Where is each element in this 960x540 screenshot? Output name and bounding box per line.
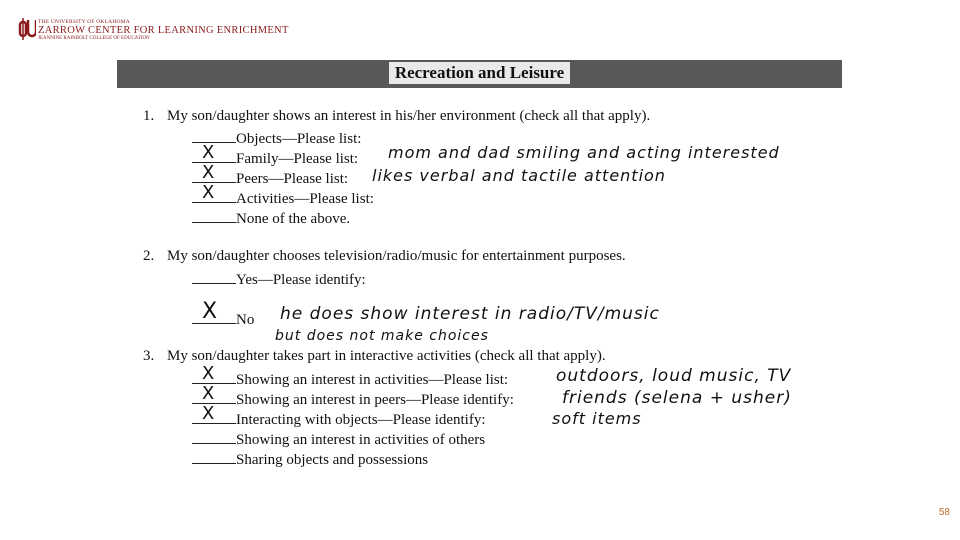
check-mark: X — [202, 142, 215, 163]
option-label: None of the above. — [236, 211, 351, 227]
logo-line-3: JEANNINE RAINBOLT COLLEGE OF EDUCATION — [38, 36, 150, 41]
q3-option-others — [192, 429, 485, 449]
check-mark: X — [202, 162, 215, 183]
question-number: 3. — [143, 348, 155, 364]
check-mark: X — [202, 182, 215, 203]
q3-objects-answer: soft items — [552, 409, 642, 428]
option-label: No — [236, 312, 255, 328]
option-label: Interacting with objects—Please identify: — [236, 412, 486, 428]
checkbox-line — [192, 128, 236, 143]
q1-option-activities — [192, 182, 374, 208]
check-mark: X — [202, 363, 215, 384]
q3-option-activities — [192, 363, 509, 389]
ou-logo-icon — [18, 16, 36, 42]
page-number: 58 — [938, 507, 950, 518]
q2-answer-line-2: but does not make choices — [275, 328, 489, 344]
question-text: My son/daughter chooses television/radio/music for entertainment purposes. — [167, 248, 626, 264]
option-label: Activities—Please list: — [236, 191, 374, 207]
q1-option-peers — [192, 162, 349, 188]
section-title: Recreation and Leisure — [389, 62, 570, 84]
question-text: My son/daughter takes part in interactive activities (check all that apply). — [167, 348, 606, 364]
option-label: Peers—Please list: — [236, 171, 349, 187]
q3-peers-answer: friends (selena + usher) — [562, 388, 792, 408]
check-mark: X — [202, 383, 215, 404]
checkbox-line — [192, 182, 236, 203]
ou-zarrow-logo — [18, 16, 289, 44]
q1-option-objects — [192, 128, 361, 148]
q2-answer-line-1: he does show interest in radio/TV/music — [280, 304, 660, 324]
question-1 — [143, 108, 650, 125]
q3-option-objects — [192, 403, 486, 429]
option-label: Showing an interest in peers—Please identify: — [236, 392, 514, 408]
checkbox-line — [192, 449, 236, 464]
question-number: 1. — [143, 108, 155, 124]
checkbox-line — [192, 162, 236, 183]
logo-line-2: ZARROW CENTER FOR LEARNING ENRICHMENT — [38, 25, 289, 36]
option-label: Objects—Please list: — [236, 131, 362, 147]
question-number: 2. — [143, 248, 155, 264]
check-mark: X — [202, 403, 215, 424]
checkbox-line — [192, 429, 236, 444]
q3-option-sharing — [192, 449, 428, 469]
option-label: Showing an interest in activities of others — [236, 432, 486, 448]
checkbox-line — [192, 299, 236, 324]
q1-option-family — [192, 142, 359, 168]
checkbox-line — [192, 142, 236, 163]
q3-option-peers — [192, 383, 514, 409]
option-label: Sharing objects and possessions — [236, 452, 429, 468]
logo-line-1: THE UNIVERSITY OF OKLAHOMA — [38, 19, 130, 25]
q1-option-none — [192, 208, 350, 228]
q1-peers-answer: likes verbal and tactile attention — [372, 166, 666, 185]
q1-family-answer: mom and dad smiling and acting interested — [388, 143, 780, 162]
checkbox-line — [192, 383, 236, 404]
option-label: Family—Please list: — [236, 151, 359, 167]
section-title-bar — [117, 60, 842, 88]
option-label: Showing an interest in activities—Please list: — [236, 372, 509, 388]
question-2 — [143, 248, 626, 265]
checkbox-line — [192, 208, 236, 223]
q2-option-no — [192, 299, 255, 329]
checkbox-line — [192, 403, 236, 424]
checkbox-line — [192, 269, 236, 284]
q2-option-yes — [192, 269, 366, 289]
question-text: My son/daughter shows an interest in his/her environment (check all that apply). — [167, 108, 651, 124]
q3-activities-answer: outdoors, loud music, TV — [556, 366, 792, 386]
option-label: Yes—Please identify: — [236, 272, 366, 288]
check-mark: X — [202, 299, 218, 324]
checkbox-line — [192, 363, 236, 384]
